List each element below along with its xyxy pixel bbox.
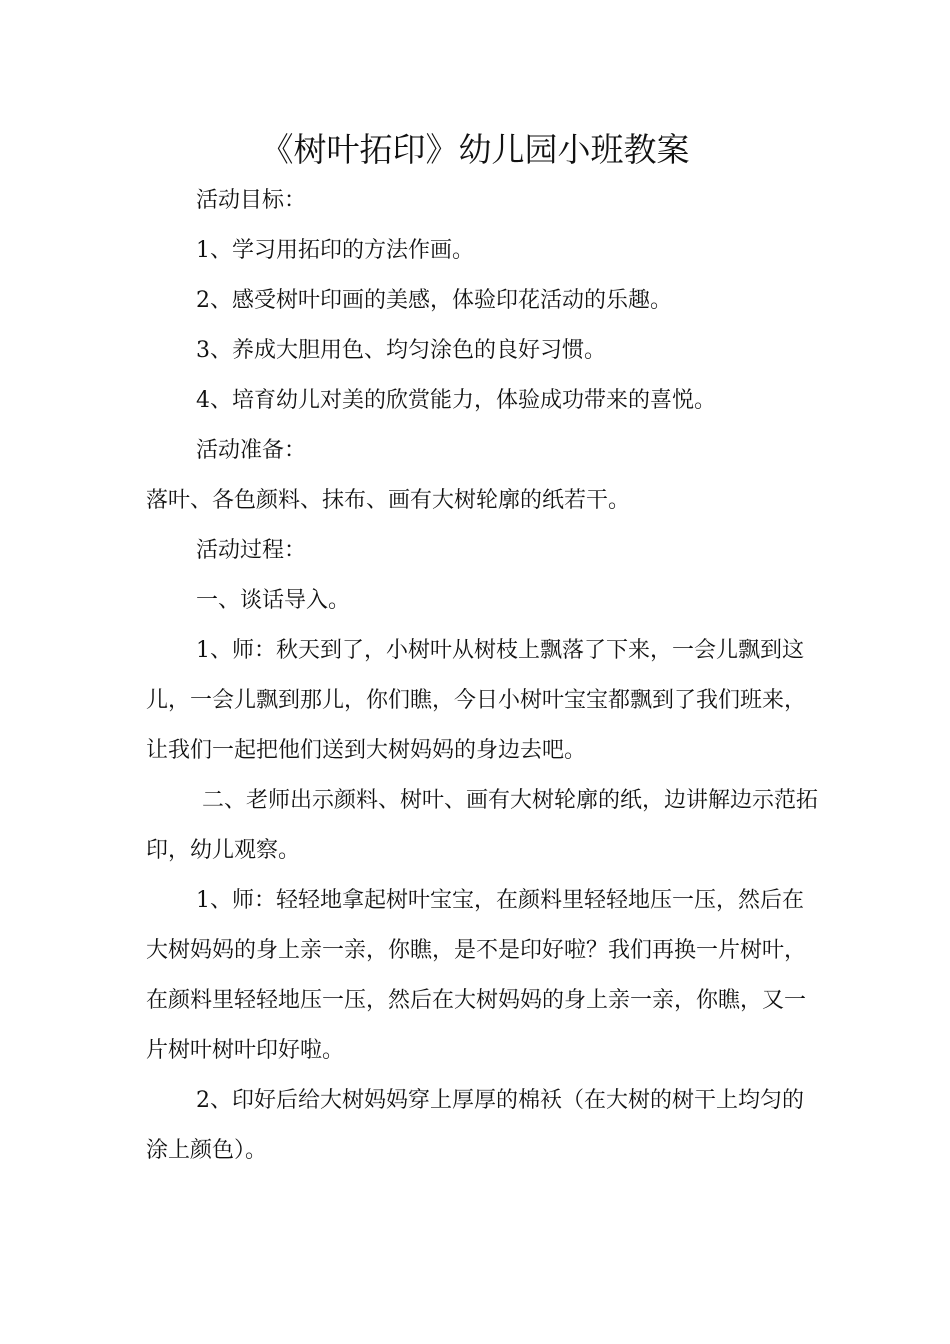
process-step-2-item-1: 1、师：轻轻地拿起树叶宝宝，在颜料里轻轻地压一压，然后在大树妈妈的身上亲一亲，你瞧，是不是印好啦？我们再换一片树叶，在颜料里轻轻地压一压，然后在大树妈妈的身上亲一亲，你瞧，又一片树叶树叶印好啦。	[146, 888, 807, 1063]
process-step-1-item-1: 1、师：秋天到了，小树叶从树枝上飘落了下来，一会儿飘到这儿，一会儿飘到那儿，你们瞧，今日小树叶宝宝都飘到了我们班来，让我们一起把他们送到大树妈妈的身边去吧。	[146, 638, 807, 763]
section-heading-objectives: 活动目标：	[196, 188, 307, 213]
document-title: 《树叶拓印》幼儿园小班教案	[260, 130, 690, 169]
objective-item-2: 2、感受树叶印画的美感，体验印花活动的乐趣。	[196, 288, 672, 313]
objective-item-4: 4、培育幼儿对美的欣赏能力，体验成功带来的喜悦。	[196, 388, 716, 413]
section-heading-process: 活动过程：	[196, 538, 307, 563]
document-body	[146, 176, 822, 1176]
process-step-2-item-2: 2、印好后给大树妈妈穿上厚厚的棉袄（在大树的树干上均匀的涂上颜色）。	[146, 1088, 804, 1163]
objective-item-3: 3、养成大胆用色、均匀涂色的良好习惯。	[196, 338, 606, 363]
objective-item-1: 1、学习用拓印的方法作画。	[196, 238, 474, 263]
process-step-2-heading: 二、老师出示颜料、树叶、画有大树轮廓的纸，边讲解边示范拓印，幼儿观察。	[146, 788, 819, 863]
preparation-materials: 落叶、各色颜料、抹布、画有大树轮廓的纸若干。	[146, 488, 631, 513]
section-heading-preparation: 活动准备：	[196, 438, 307, 463]
process-step-1-heading: 一、谈话导入。	[196, 588, 351, 613]
